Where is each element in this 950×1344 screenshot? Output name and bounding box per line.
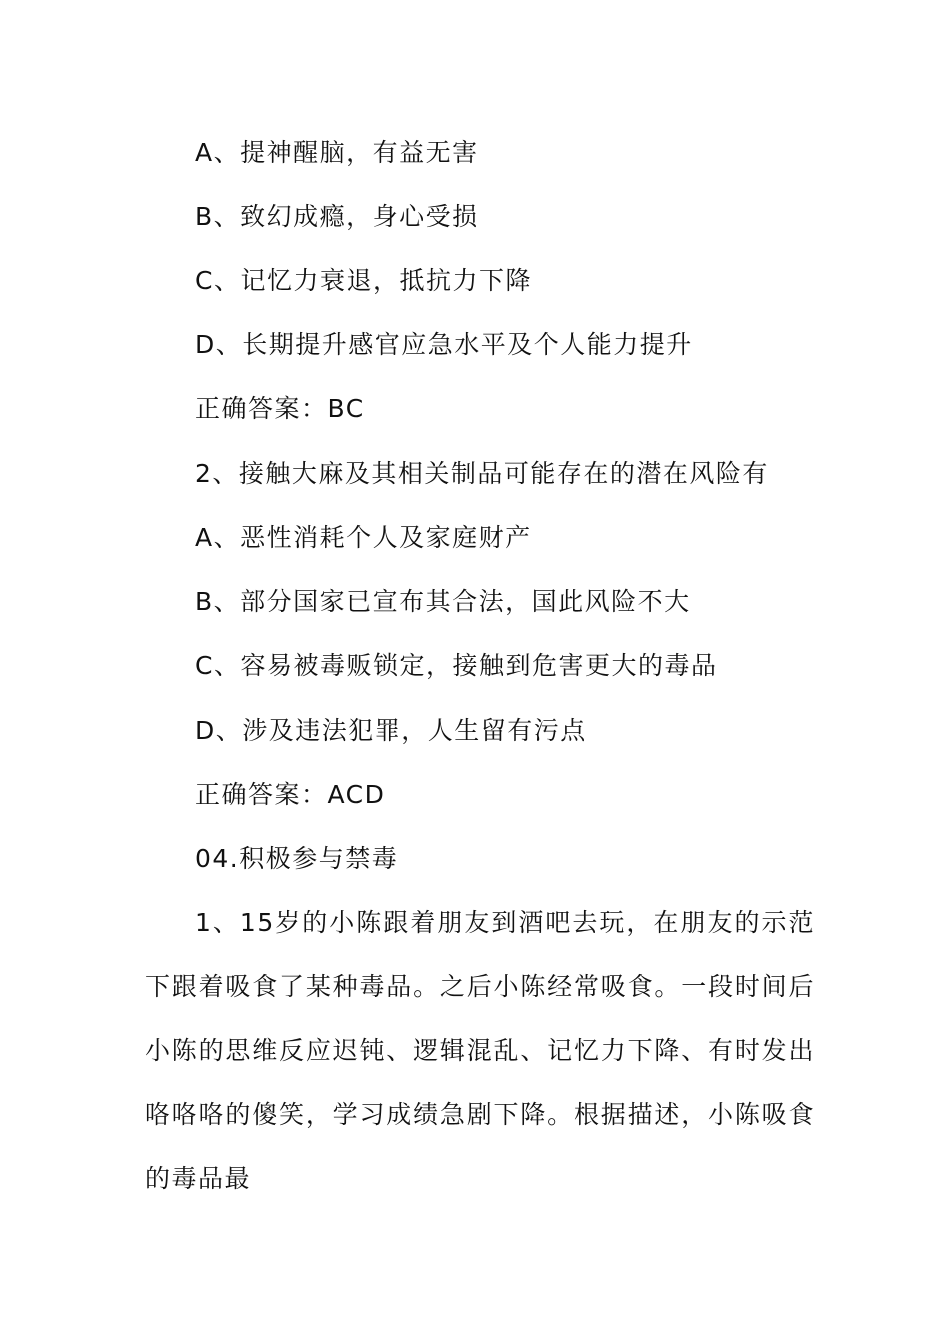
- q2-option-d: D、涉及违法犯罪，人生留有污点: [195, 716, 587, 745]
- q1-option-c: C、记忆力衰退，抵抗力下降: [195, 266, 532, 295]
- q1-option-d: D、长期提升感官应急水平及个人能力提升: [195, 330, 693, 359]
- q2-option-b: B、部分国家已宣布其合法，国此风险不大: [195, 587, 691, 616]
- q2-option-a: A、恶性消耗个人及家庭财产: [195, 523, 532, 552]
- q3-question-paragraph: 1、15岁的小陈跟着朋友到酒吧去玩，在朋友的示范下跟着吸食了某种毒品。之后小陈经常吸食。一段时间后小陈的思维反应迟钝、逻辑混乱、记忆力下降、有时发出咯咯咯的傻笑，学习成绩急剧下降。根据描述，小陈吸食的毒品最: [145, 908, 815, 1193]
- section-heading: 04.积极参与禁毒: [195, 844, 399, 873]
- q1-option-b: B、致幻成瘾，身心受损: [195, 202, 479, 231]
- q1-option-a: A、提神醒脑，有益无害: [195, 138, 479, 167]
- q2-answer: 正确答案：ACD: [195, 780, 386, 809]
- q1-answer: 正确答案：BC: [195, 394, 365, 423]
- q2-question: 2、接触大麻及其相关制品可能存在的潜在风险有: [195, 459, 769, 488]
- q2-option-c: C、容易被毒贩锁定，接触到危害更大的毒品: [195, 651, 718, 680]
